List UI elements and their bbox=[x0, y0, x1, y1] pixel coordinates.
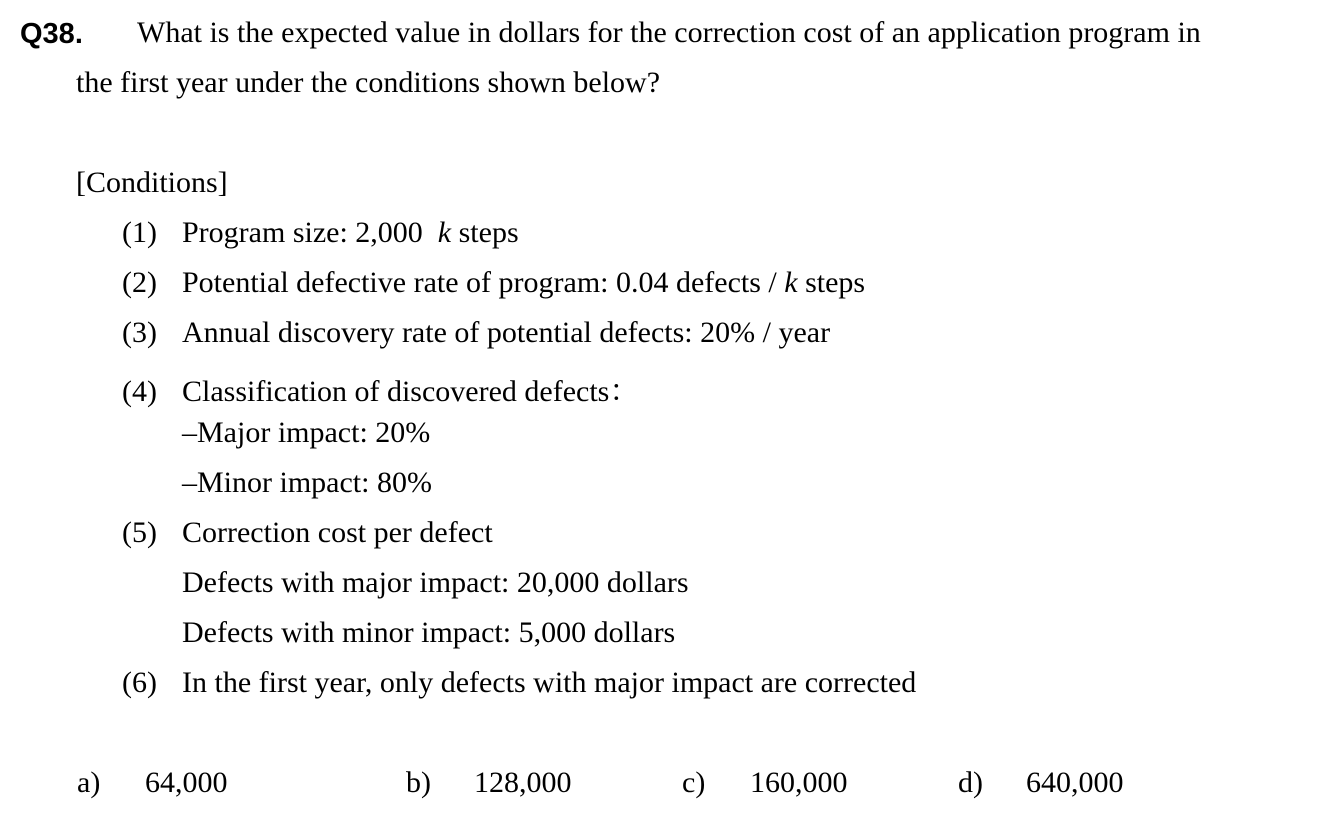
option-letter: a) bbox=[77, 766, 101, 799]
condition-text: Potential defective rate of program: 0.04 defects / bbox=[182, 266, 785, 299]
option-letter: c) bbox=[682, 766, 706, 799]
condition-subitem-minor-impact: –Minor impact: 80% bbox=[182, 466, 432, 499]
question-text-line1: What is the expected value in dollars for the correction cost of an application program in bbox=[137, 16, 1201, 49]
condition-number: (4) bbox=[122, 375, 157, 408]
question-text-line2: the first year under the conditions shown below? bbox=[76, 66, 661, 99]
option-d[interactable] bbox=[958, 766, 1124, 800]
condition-text: Annual discovery rate of potential defects: 20% / year bbox=[182, 316, 831, 349]
condition-number: (1) bbox=[122, 216, 157, 249]
option-b[interactable] bbox=[406, 766, 572, 800]
question-number: Q38. bbox=[20, 18, 83, 50]
condition-number: (2) bbox=[122, 266, 157, 299]
condition-number: (6) bbox=[122, 666, 157, 699]
conditions-heading: [Conditions] bbox=[76, 166, 228, 199]
condition-number: (3) bbox=[122, 316, 157, 349]
option-value: 64,000 bbox=[145, 766, 228, 799]
condition-variable: k bbox=[784, 266, 798, 299]
condition-item-2 bbox=[122, 266, 865, 300]
condition-text: Correction cost per defect bbox=[182, 516, 493, 549]
condition-item-4 bbox=[122, 366, 639, 410]
condition-item-3 bbox=[122, 316, 830, 350]
condition-text: In the first year, only defects with major impact are corrected bbox=[182, 666, 917, 699]
option-value: 160,000 bbox=[750, 766, 848, 799]
condition-subitem-major-impact: –Major impact: 20% bbox=[182, 416, 431, 449]
option-value: 640,000 bbox=[1026, 766, 1124, 799]
condition-subitem-minor-cost: Defects with minor impact: 5,000 dollars bbox=[182, 616, 676, 649]
condition-subitem-major-cost: Defects with major impact: 20,000 dollars bbox=[182, 566, 689, 599]
condition-text: Classification of discovered defects： bbox=[182, 375, 640, 408]
condition-text: steps bbox=[797, 266, 866, 299]
condition-text: steps bbox=[451, 216, 519, 249]
condition-variable: k bbox=[437, 216, 452, 249]
condition-item-1 bbox=[122, 216, 519, 250]
condition-item-5 bbox=[122, 516, 493, 550]
option-value: 128,000 bbox=[474, 766, 572, 799]
option-a[interactable] bbox=[77, 766, 228, 800]
condition-text: Program size: 2,000 bbox=[182, 216, 438, 249]
option-letter: d) bbox=[958, 766, 983, 799]
condition-item-6 bbox=[122, 666, 916, 700]
option-letter: b) bbox=[406, 766, 431, 799]
option-c[interactable] bbox=[682, 766, 848, 800]
condition-number: (5) bbox=[122, 516, 157, 549]
